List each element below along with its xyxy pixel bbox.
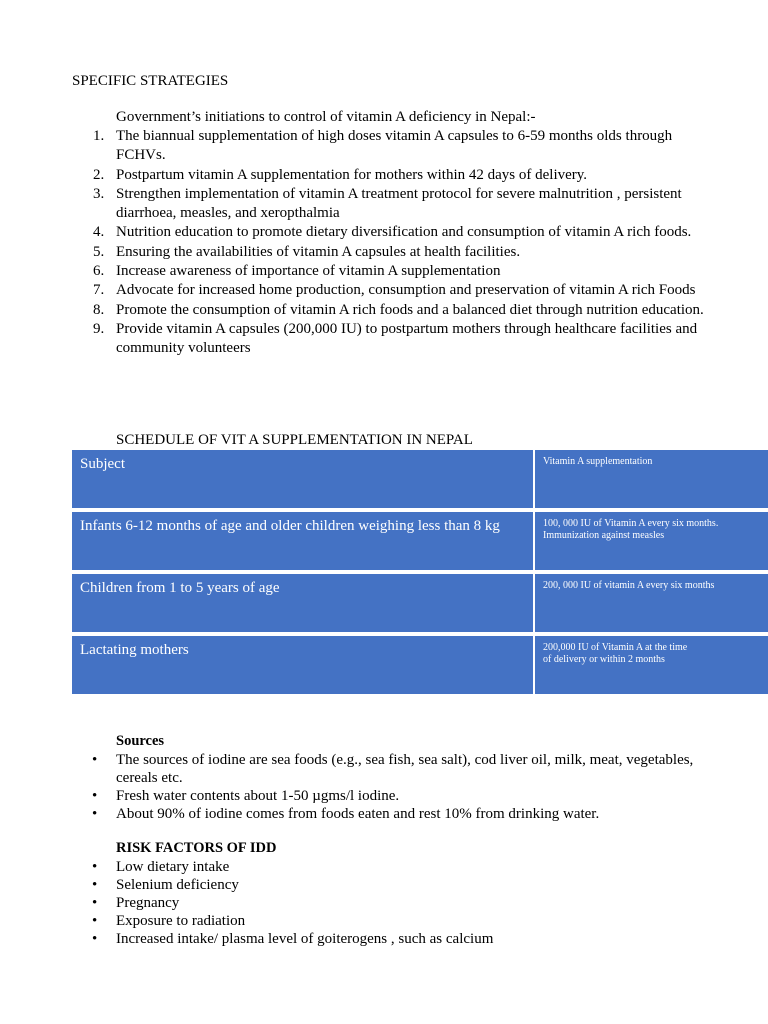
list-item-text: Strengthen implementation of vitamin A treatment protocol for severe malnutrition , persistent diarrhoea, measles, and xeropthalmia [116, 185, 682, 222]
section-heading: SPECIFIC STRATEGIES [72, 73, 229, 89]
table-cell-detail: 200, 000 IU of vitamin A every six months [535, 574, 768, 632]
list-item-text: The biannual supplementation of high doses vitamin A capsules to 6-59 months olds through FCHVs. [116, 128, 673, 164]
risk-heading: RISK FACTORS OF IDD [116, 840, 277, 856]
list-item [93, 320, 706, 359]
list-item [93, 262, 706, 281]
bullet-icon: • [92, 806, 98, 822]
schedule-table [72, 450, 768, 698]
list-item-text: Increase awareness of importance of vitamin A supplementation [116, 263, 501, 280]
list-number: 5. [93, 243, 105, 260]
list-item-text: Advocate for increased home production, consumption and preservation of vitamin A rich Foods [116, 282, 696, 299]
list-number: 4. [93, 224, 105, 241]
list-item [92, 858, 716, 876]
sources-heading: Sources [116, 733, 165, 749]
bullet-icon: • [92, 931, 98, 947]
table-cell-subject: Subject [72, 450, 533, 508]
list-item [93, 243, 706, 262]
table-cell-detail: 100, 000 IU of Vitamin A every six months. Immunization against measles [535, 512, 768, 570]
list-item [92, 876, 716, 894]
list-item-text: Provide vitamin A capsules (200,000 IU) to postpartum mothers through healthcare facilities and community volunteers [116, 320, 698, 357]
list-item-text: The sources of iodine are sea foods (e.g., sea fish, sea salt), cod liver oil, milk, meat, vegetables, cereals etc. [116, 752, 694, 786]
list-item-text: Promote the consumption of vitamin A rich foods and a balanced diet through nutrition education. [116, 301, 704, 318]
list-item-text: Postpartum vitamin A supplementation for mothers within 42 days of delivery. [116, 166, 588, 183]
list-item-text: Pregnancy [116, 895, 180, 911]
list-item-text: Nutrition education to promote dietary diversification and consumption of vitamin A rich foods. [116, 224, 692, 241]
list-number: 6. [93, 263, 105, 280]
bullet-icon: • [92, 895, 98, 911]
table-cell-subject: Children from 1 to 5 years of age [72, 574, 533, 632]
table-cell-subject: Lactating mothers [72, 636, 533, 694]
table-row [72, 636, 768, 694]
list-number: 7. [93, 282, 105, 299]
list-item-text: Exposure to radiation [116, 913, 246, 929]
list-item [92, 894, 716, 912]
list-item [93, 127, 706, 166]
list-item [92, 930, 716, 948]
list-item-text: About 90% of iodine comes from foods eaten and rest 10% from drinking water. [116, 806, 600, 822]
list-item [93, 281, 706, 300]
list-item [93, 301, 706, 320]
list-item [93, 223, 706, 242]
list-number: 2. [93, 166, 105, 183]
intro-text: Government’s initiations to control of vitamin A deficiency in Nepal:- [116, 109, 536, 125]
bullet-icon: • [92, 752, 98, 768]
risk-list [92, 858, 716, 948]
list-item-text: Low dietary intake [116, 859, 230, 875]
bullet-icon: • [92, 913, 98, 929]
list-number: 3. [93, 185, 105, 202]
list-item-text: Fresh water contents about 1-50 µgms/l iodine. [116, 788, 400, 804]
list-item [92, 787, 716, 805]
strategies-list [93, 127, 706, 359]
list-item [93, 185, 706, 224]
table-row [72, 512, 768, 570]
bullet-icon: • [92, 859, 98, 875]
table-row [72, 574, 768, 632]
list-item [92, 805, 716, 823]
list-number: 1. [93, 128, 105, 144]
list-number: 9. [93, 320, 105, 337]
table-cell-detail: Vitamin A supplementation [535, 450, 768, 508]
list-number: 8. [93, 301, 105, 318]
schedule-title: SCHEDULE OF VIT A SUPPLEMENTATION IN NEPAL [116, 432, 473, 448]
table-cell-detail: 200,000 IU of Vitamin A at the time of delivery or within 2 months [535, 636, 768, 694]
list-item-text: Ensuring the availabilities of vitamin A capsules at health facilities. [116, 243, 521, 260]
list-item [93, 166, 706, 185]
list-item [92, 912, 716, 930]
table-row [72, 450, 768, 508]
list-item-text: Selenium deficiency [116, 877, 239, 893]
bullet-icon: • [92, 788, 98, 804]
table-cell-subject: Infants 6-12 months of age and older children weighing less than 8 kg [72, 512, 533, 570]
bullet-icon: • [92, 877, 98, 893]
sources-list [92, 751, 716, 823]
list-item [92, 751, 716, 787]
list-item-text: Increased intake/ plasma level of goiterogens , such as calcium [116, 931, 494, 947]
